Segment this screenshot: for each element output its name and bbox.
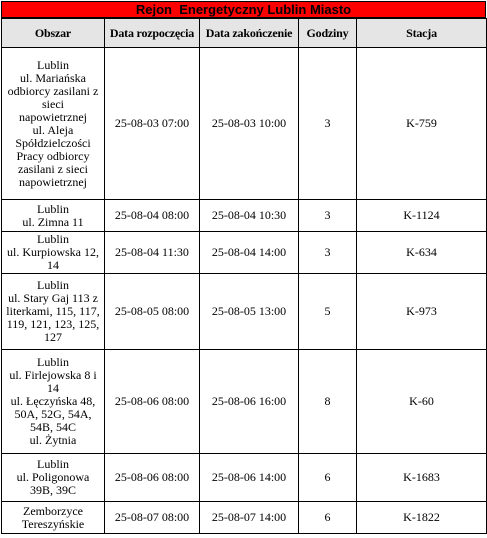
- start-cell: 25-08-03 07:00: [105, 48, 200, 200]
- station-cell: K-634: [357, 232, 487, 274]
- area-cell: Zemborzyce Tereszyńskie: [2, 502, 105, 534]
- outage-table: [1, 18, 487, 534]
- start-cell: 25-08-04 08:00: [105, 200, 200, 232]
- hours-cell: 8: [299, 350, 357, 454]
- column-header-end: Data zakończenie: [200, 19, 299, 48]
- table-row: [2, 502, 487, 534]
- region-title-banner: Rejon Energetyczny Lublin Miasto: [1, 1, 486, 18]
- hours-cell: 3: [299, 48, 357, 200]
- table-row: [2, 232, 487, 274]
- area-cell: Lublin ul. Poligonowa 39B, 39C: [2, 454, 105, 502]
- column-header-hours: Godziny: [299, 19, 357, 48]
- table-header-row: [2, 19, 487, 48]
- table-row: [2, 200, 487, 232]
- area-cell: Lublin ul. Firlejowska 8 i 14 ul. Łęczyńska 48, 50A, 52G, 54A, 54B, 54C ul. Żytnia: [2, 350, 105, 454]
- hours-cell: 6: [299, 454, 357, 502]
- end-cell: 25-08-06 16:00: [200, 350, 299, 454]
- area-cell: Lublin ul. Kurpiowska 12, 14: [2, 232, 105, 274]
- end-cell: 25-08-07 14:00: [200, 502, 299, 534]
- station-cell: K-759: [357, 48, 487, 200]
- hours-cell: 6: [299, 502, 357, 534]
- hours-cell: 3: [299, 200, 357, 232]
- table-row: [2, 454, 487, 502]
- station-cell: K-1683: [357, 454, 487, 502]
- start-cell: 25-08-05 08:00: [105, 274, 200, 350]
- station-cell: K-1124: [357, 200, 487, 232]
- start-cell: 25-08-04 11:30: [105, 232, 200, 274]
- table-row: [2, 274, 487, 350]
- start-cell: 25-08-06 08:00: [105, 454, 200, 502]
- station-cell: K-973: [357, 274, 487, 350]
- hours-cell: 5: [299, 274, 357, 350]
- column-header-station: Stacja: [357, 19, 487, 48]
- table-row: [2, 350, 487, 454]
- end-cell: 25-08-05 13:00: [200, 274, 299, 350]
- end-cell: 25-08-03 10:00: [200, 48, 299, 200]
- hours-cell: 3: [299, 232, 357, 274]
- outage-sheet: [1, 1, 486, 534]
- area-cell: Lublin ul. Mariańska odbiorcy zasilani z sieci napowietrznej ul. Aleja Spółdzielczości Pracy odbiorcy zasilani z sieci napowietrznej: [2, 48, 105, 200]
- station-cell: K-1822: [357, 502, 487, 534]
- end-cell: 25-08-06 14:00: [200, 454, 299, 502]
- area-cell: Lublin ul. Zimna 11: [2, 200, 105, 232]
- column-header-start: Data rozpoczęcia: [105, 19, 200, 48]
- station-cell: K-60: [357, 350, 487, 454]
- column-header-area: Obszar: [2, 19, 105, 48]
- area-cell: Lublin ul. Stary Gaj 113 z literkami, 115, 117, 119, 121, 123, 125, 127: [2, 274, 105, 350]
- end-cell: 25-08-04 14:00: [200, 232, 299, 274]
- table-row: [2, 48, 487, 200]
- start-cell: 25-08-07 08:00: [105, 502, 200, 534]
- start-cell: 25-08-06 08:00: [105, 350, 200, 454]
- end-cell: 25-08-04 10:30: [200, 200, 299, 232]
